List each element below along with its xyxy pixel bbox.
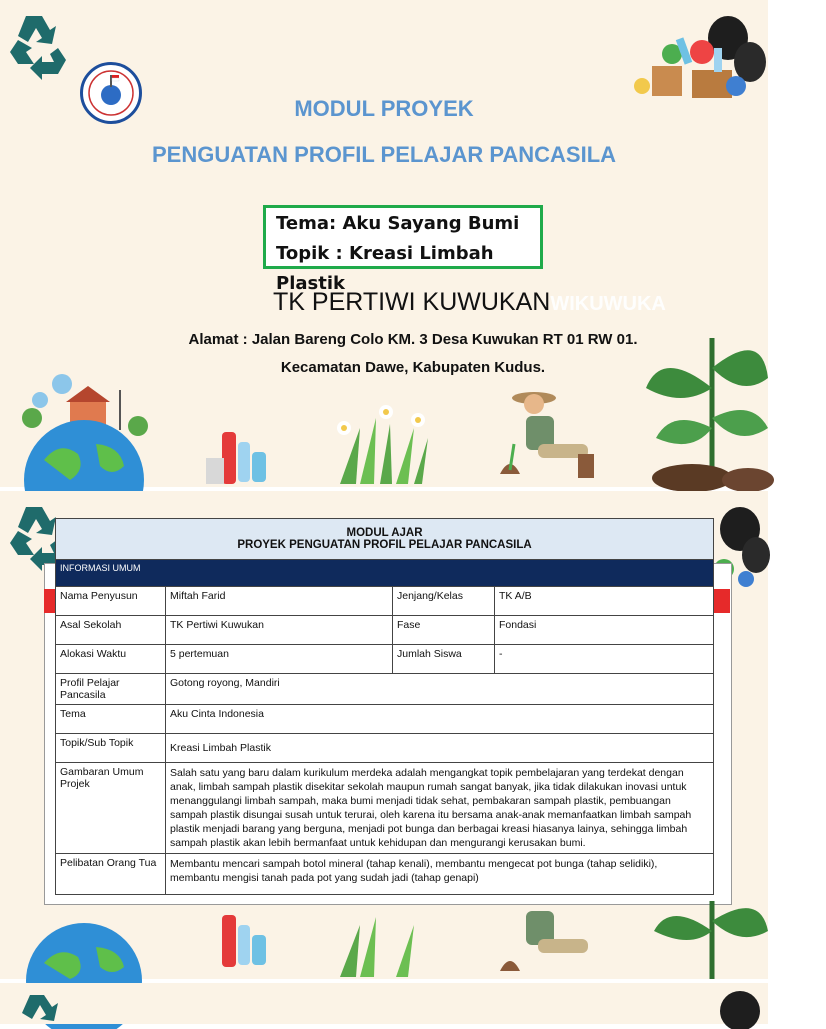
cover-page — [0, 0, 768, 487]
plant-illustration — [650, 891, 768, 984]
watermark: WIKUWUKA — [550, 293, 666, 315]
modul-heading-line2: PROYEK PENGUATAN PROFIL PELAJAR PANCASILA — [237, 539, 532, 551]
topic-line: Topik : Kreasi Limbah — [276, 243, 494, 264]
value-cell: TK A/B — [495, 587, 714, 616]
table-row — [56, 587, 714, 616]
theme-line: Tema: Aku Sayang Bumi — [276, 213, 520, 234]
modul-heading — [56, 519, 714, 560]
value-cell: Kreasi Limbah Plastik — [166, 734, 714, 763]
recycle-icon — [12, 991, 70, 1024]
table-row — [56, 734, 714, 763]
module-subtitle: PENGUATAN PROFIL PELAJAR PANCASILA — [151, 142, 617, 167]
plant-illustration — [642, 318, 768, 492]
value-cell: Miftah Farid — [166, 587, 393, 616]
value-cell: Salah satu yang baru dalam kurikulum merdeka adalah mengangkat topik pembelajaran yang terdekat dengan anak, limbah sampah plastik disekitar sekolah maupun rumah sangat banyak, jika tidak dilakukan inovasi untuk menanggulangi limbah sampah, maka bumi menjadi tidak sehat, pembakaran sampah plastik, pembuangan sampah plastik disungai susah untuk terurai, oleh karena itu bersama anak-anak memanfaatkan limbah sampah plastik menjadi barang yang berguna, menjadi pot bunga dan berbagai kreasi hiasanya lainya, sehingga limbah sampah plastik akan lebih bermanfaat untuk kehidupan dan mengurangi kerusakan bumi. — [166, 763, 714, 854]
gardener-illustration — [498, 384, 618, 492]
table-row — [56, 616, 714, 645]
table-row — [56, 674, 714, 705]
topic-cut: Plastik — [276, 273, 345, 294]
value-cell: Gotong royong, Mandiri — [166, 674, 714, 705]
label-cell: Gambaran Umum Projek — [56, 763, 166, 854]
trash-pile-illustration — [632, 8, 766, 109]
school-name — [273, 288, 666, 317]
value-cell: Membantu mencari sampah botol mineral (tahap kenali), membantu mengecat pot bunga (tahap selidiki), membantu mengisi tanah pada pot yang sudah jadi (tahap genapi) — [166, 854, 714, 895]
label-cell: Jenjang/Kelas — [393, 587, 495, 616]
table-row — [56, 645, 714, 674]
trash-pile-illustration — [700, 987, 768, 1029]
module-title: MODUL PROYEK — [294, 96, 474, 121]
label-cell: Profil Pelajar Pancasila — [56, 674, 166, 705]
table-row — [56, 854, 714, 895]
modul-heading-line1: MODUL AJAR — [346, 527, 423, 539]
bottles-illustration — [202, 428, 274, 491]
table-row — [56, 763, 714, 854]
theme-box — [263, 205, 543, 294]
label-cell: Tema — [56, 705, 166, 734]
value-cell: Aku Cinta Indonesia — [166, 705, 714, 734]
earth-illustration — [20, 901, 160, 984]
next-page — [0, 983, 768, 1024]
section-header: INFORMASI UMUM — [56, 560, 714, 587]
gardener-illustration — [498, 901, 618, 984]
table-row — [56, 705, 714, 734]
value-cell: - — [495, 645, 714, 674]
label-cell: Jumlah Siswa — [393, 645, 495, 674]
label-cell: Fase — [393, 616, 495, 645]
flower-illustration — [330, 398, 434, 489]
recycle-icon — [6, 12, 70, 78]
label-cell: Topik/Sub Topik — [56, 734, 166, 763]
value-cell: 5 pertemuan — [166, 645, 393, 674]
address-line-2: Kecamatan Dawe, Kabupaten Kudus. — [280, 359, 546, 376]
modul-ajar-table — [55, 518, 714, 895]
label-cell: Pelibatan Orang Tua — [56, 854, 166, 895]
label-cell: Asal Sekolah — [56, 616, 166, 645]
address-line-1: Alamat : Jalan Bareng Colo KM. 3 Desa Kuwukan RT 01 RW 01. — [188, 331, 638, 348]
value-cell: TK Pertiwi Kuwukan — [166, 616, 393, 645]
earth-illustration — [20, 370, 160, 492]
label-cell: Alokasi Waktu — [56, 645, 166, 674]
value-cell: Fondasi — [495, 616, 714, 645]
school-name-text: TK PERTIWI KUWUKAN — [273, 288, 551, 316]
bottles-illustration — [202, 911, 274, 974]
modul-ajar-page — [0, 491, 768, 979]
label-cell: Nama Penyusun — [56, 587, 166, 616]
flower-illustration — [330, 911, 434, 982]
